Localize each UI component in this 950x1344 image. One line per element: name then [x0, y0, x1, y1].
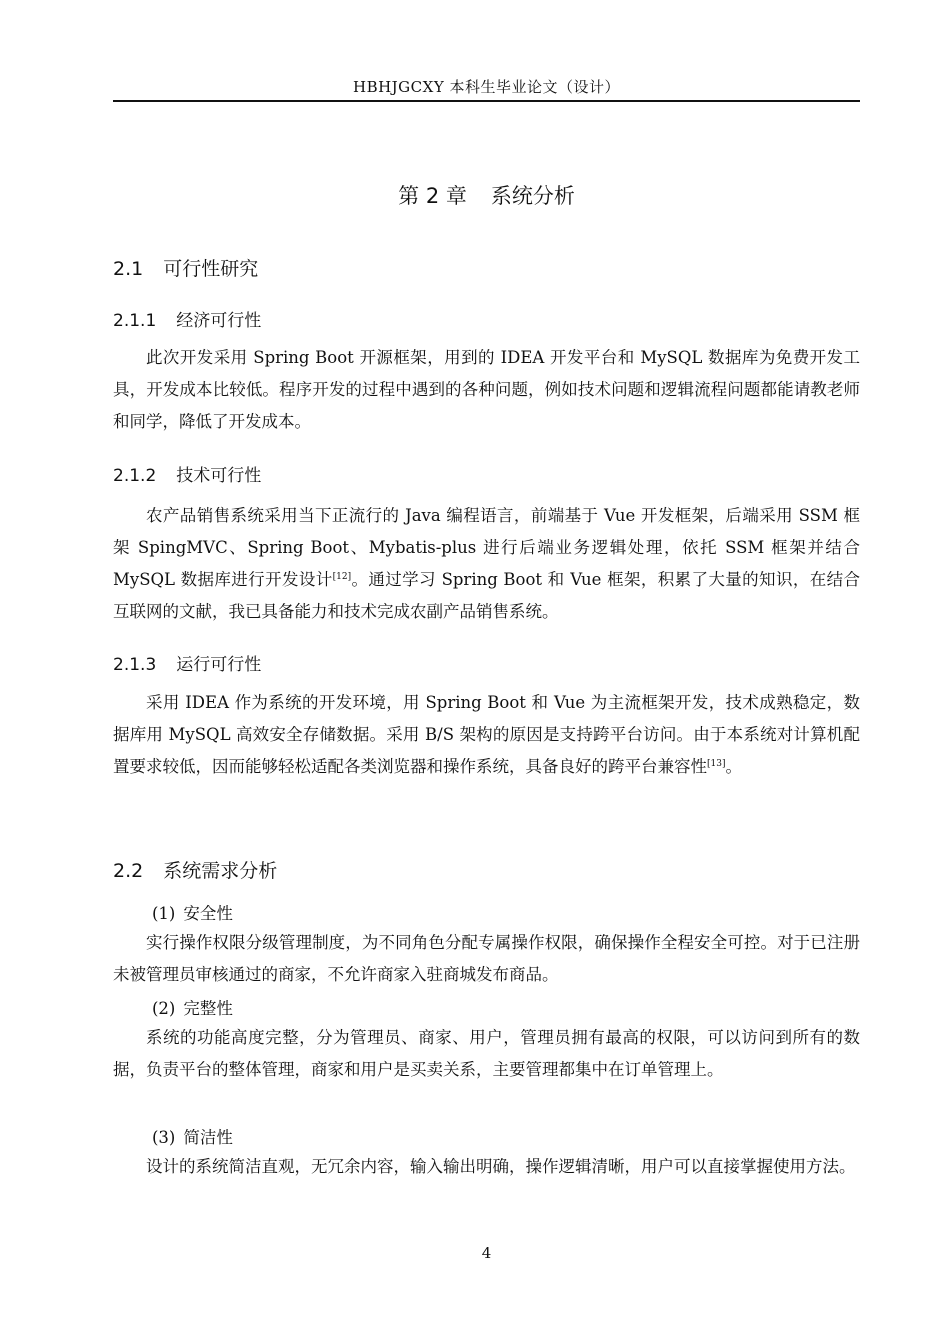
chapter-number: 第 2 章	[398, 184, 467, 208]
section-2-1-heading	[113, 254, 258, 281]
paragraph-text: 。	[725, 757, 742, 776]
page-number: 4	[481, 1244, 492, 1262]
requirement-item-simplicity	[152, 1124, 233, 1148]
section-number: 2.1	[113, 258, 144, 280]
citation-ref: [12]	[332, 572, 352, 582]
page-header: HBHJGCXY 本科生毕业论文（设计）	[352, 78, 620, 96]
requirement-item-integrity	[152, 995, 233, 1019]
item-number: (1)	[152, 904, 176, 923]
chapter-name: 系统分析	[490, 184, 575, 208]
paragraph-simplicity: 设计的系统简洁直观，无冗余内容，输入输出明确，操作逻辑清晰，用户可以直接掌握使用方法。	[146, 1157, 856, 1176]
chapter-title	[113, 180, 860, 210]
paragraph-economic: 此次开发采用 Spring Boot 开源框架，用到的 IDEA 开发平台和 MySQL 数据库为免费开发工具，开发成本比较低。程序开发的过程中遇到的各种问题，例如技术问题和逻辑流程问题都能请教老师和同学，降低了开发成本。	[113, 348, 860, 431]
section-title: 运行可行性	[176, 655, 262, 675]
section-number: 2.1.2	[113, 466, 157, 486]
paragraph-text: 。通过学习 Spring Boot 和 Vue 框架，积累了大量的知识，在结合互联网的文献，我已具备能力和技术完成农副产品销售系统。	[113, 570, 860, 621]
paragraph-operational	[113, 687, 860, 783]
header-rule	[113, 100, 860, 102]
item-number: (2)	[152, 999, 176, 1018]
citation-ref: [13]	[707, 759, 726, 769]
item-label: 安全性	[183, 904, 233, 923]
item-number: (3)	[152, 1128, 176, 1147]
paragraph-integrity: 系统的功能高度完整，分为管理员、商家、用户，管理员拥有最高的权限，可以访问到所有的数据，负责平台的整体管理，商家和用户是买卖关系，主要管理都集中在订单管理上。	[113, 1028, 860, 1079]
section-2-2-heading	[113, 856, 277, 883]
section-title: 系统需求分析	[163, 860, 278, 882]
section-number: 2.1.3	[113, 655, 157, 675]
section-2-1-1-heading	[113, 306, 261, 331]
item-label: 简洁性	[183, 1128, 233, 1147]
paragraph-text: 采用 IDEA 作为系统的开发环境，用 Spring Boot 和 Vue 为主流框架开发，技术成熟稳定，数据库用 MySQL 高效安全存储数据。采用 B/S 架构的原因是支持跨平台访问。由于本系统对计算机配置要求较低，因而能够轻松适配各类浏览器和操作系统，具备良好的跨平台兼容性	[113, 693, 860, 776]
section-title: 经济可行性	[176, 311, 262, 331]
paragraph-text: 农产品销售系统采用当下正流行的 Java 编程语言，前端基于 Vue 开发框架，后端采用 SSM 框架 SpingMVC、Spring Boot、Mybatis-plus 进行后端业务逻辑处理，依托 SSM 框架并结合 MySQL 数据库进行开发设计	[113, 506, 860, 589]
section-2-1-3-heading	[113, 650, 261, 675]
section-title: 技术可行性	[176, 466, 262, 486]
section-number: 2.2	[113, 860, 144, 882]
section-title: 可行性研究	[163, 258, 259, 280]
item-label: 完整性	[183, 999, 233, 1018]
paragraph-technical	[113, 500, 860, 628]
section-2-1-2-heading	[113, 461, 261, 486]
section-number: 2.1.1	[113, 311, 157, 331]
requirement-item-security	[152, 900, 233, 924]
paragraph-security: 实行操作权限分级管理制度，为不同角色分配专属操作权限，确保操作全程安全可控。对于已注册未被管理员审核通过的商家，不允许商家入驻商城发布商品。	[113, 933, 860, 984]
